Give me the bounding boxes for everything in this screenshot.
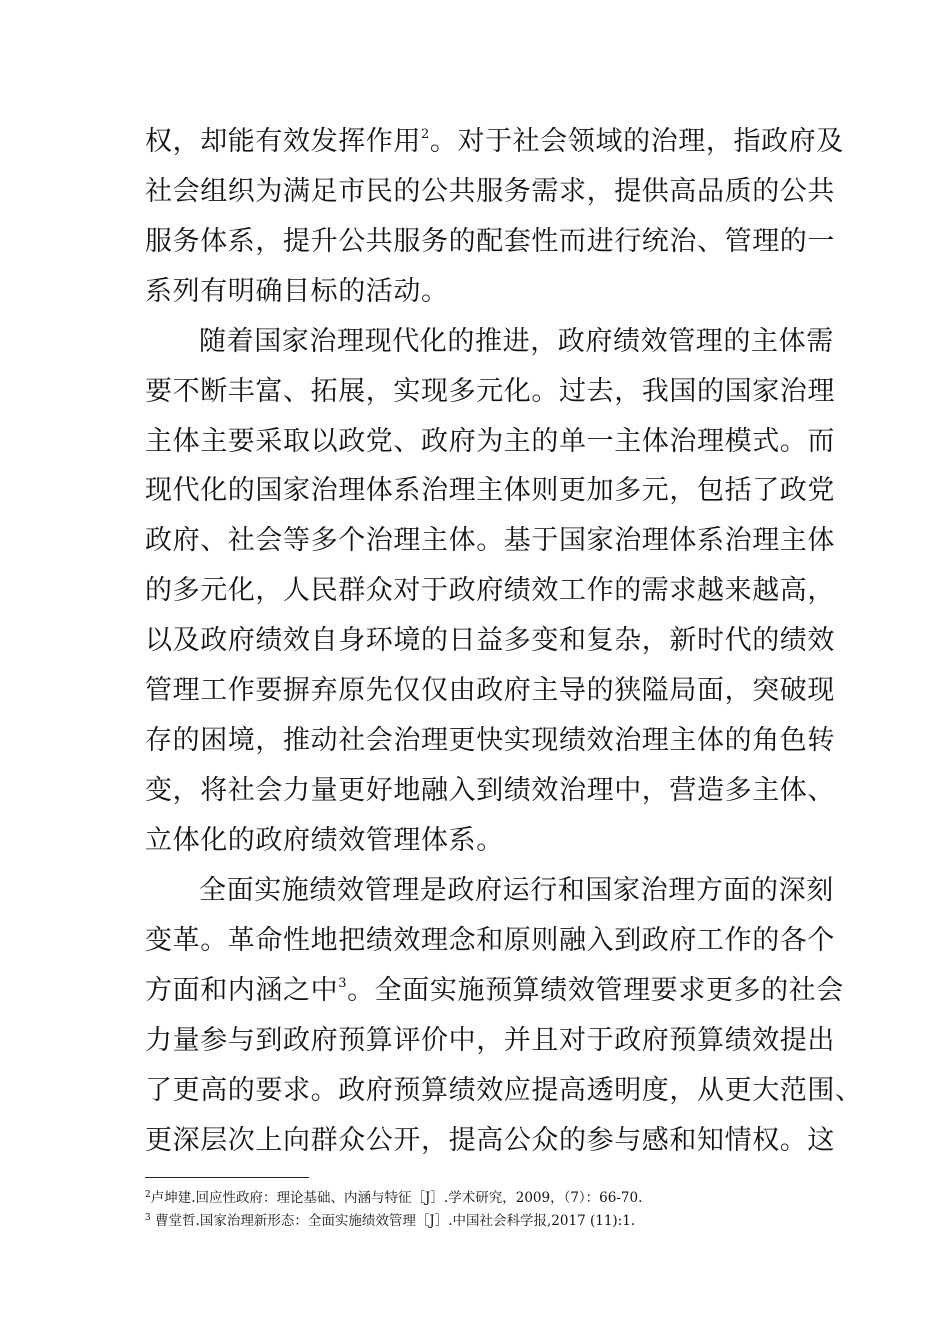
body-text-line: 主体主要采取以政党、政府为主的单一主体治理模式。而 [145,426,835,457]
footnote-text: 曹堂哲.国家治理新形态：全面实施绩效管理［J］.中国社会科学报,2017 (11):1. [150,1213,636,1229]
body-text-line: 随着国家治理现代化的推进，政府绩效管理的主体需 [199,326,834,357]
footnote-2 [145,1189,642,1207]
body-text-line: 服务体系，提升公共服务的配套性而进行统治、管理的一 [145,226,835,257]
body-text-line: 以及政府绩效自身环境的日益多变和复杂，新时代的绩效 [145,625,835,656]
footnote-text: 卢坤建.回应性政府：理论基础、内涵与特征［J］.学术研究，2009，（7）：66-70. [150,1190,643,1206]
footnote-ref[interactable]: 3 [338,976,348,991]
body-text-line: 变，将社会力量更好地融入到绩效治理中，营造多主体、 [145,775,835,806]
body-text-line: 更深层次上向群众公开，提高公众的参与感和知情权。这 [145,1125,835,1156]
body-text-line: 变革。革命性地把绩效理念和原则融入到政府工作的各个 [145,925,835,956]
body-text-line: 要不断丰富、拓展，实现多元化。过去，我国的国家治理 [145,376,835,407]
body-text-line: 了更高的要求。政府预算绩效应提高透明度，从更大范围、 [145,1075,863,1106]
body-text-line: 管理工作要摒弃原先仅仅由政府主导的狭隘局面，突破现 [145,675,835,706]
footnote-ref[interactable]: 2 [421,127,430,142]
body-text-line: 社会组织为满足市民的公共服务需求，提供高品质的公共 [145,176,835,207]
body-text-line: 力量参与到政府预算评价中，并且对于政府预算绩效提出 [145,1025,835,1056]
body-text-line: 存的困境，推动社会治理更快实现绩效治理主体的角色转 [145,725,835,756]
body-text-line: 权，却能有效发挥作用$^2$。对于社会领域的治理，指政府及 [145,126,844,157]
body-text-line: 系列有明确目标的活动。 [145,276,449,307]
footnote-3 [145,1212,635,1230]
body-text-line: 的多元化，人民群众对于政府绩效工作的需求越来越高， [145,575,835,606]
body-text-line: 现代化的国家治理体系治理主体则更加多元，包括了政党 [145,475,835,506]
body-text-line: 方面和内涵之中$^3$。全面实施预算绩效管理要求更多的社会 [145,975,844,1006]
footnote-divider [145,1177,309,1178]
body-text-line: 立体化的政府绩效管理体系。 [145,825,504,856]
body-text-line: 全面实施绩效管理是政府运行和国家治理方面的深刻 [199,875,834,906]
footnote-mark: 3 [145,1213,151,1223]
body-text-line: 政府、社会等多个治理主体。基于国家治理体系治理主体 [145,525,835,556]
footnote-mark: 2 [145,1190,151,1200]
